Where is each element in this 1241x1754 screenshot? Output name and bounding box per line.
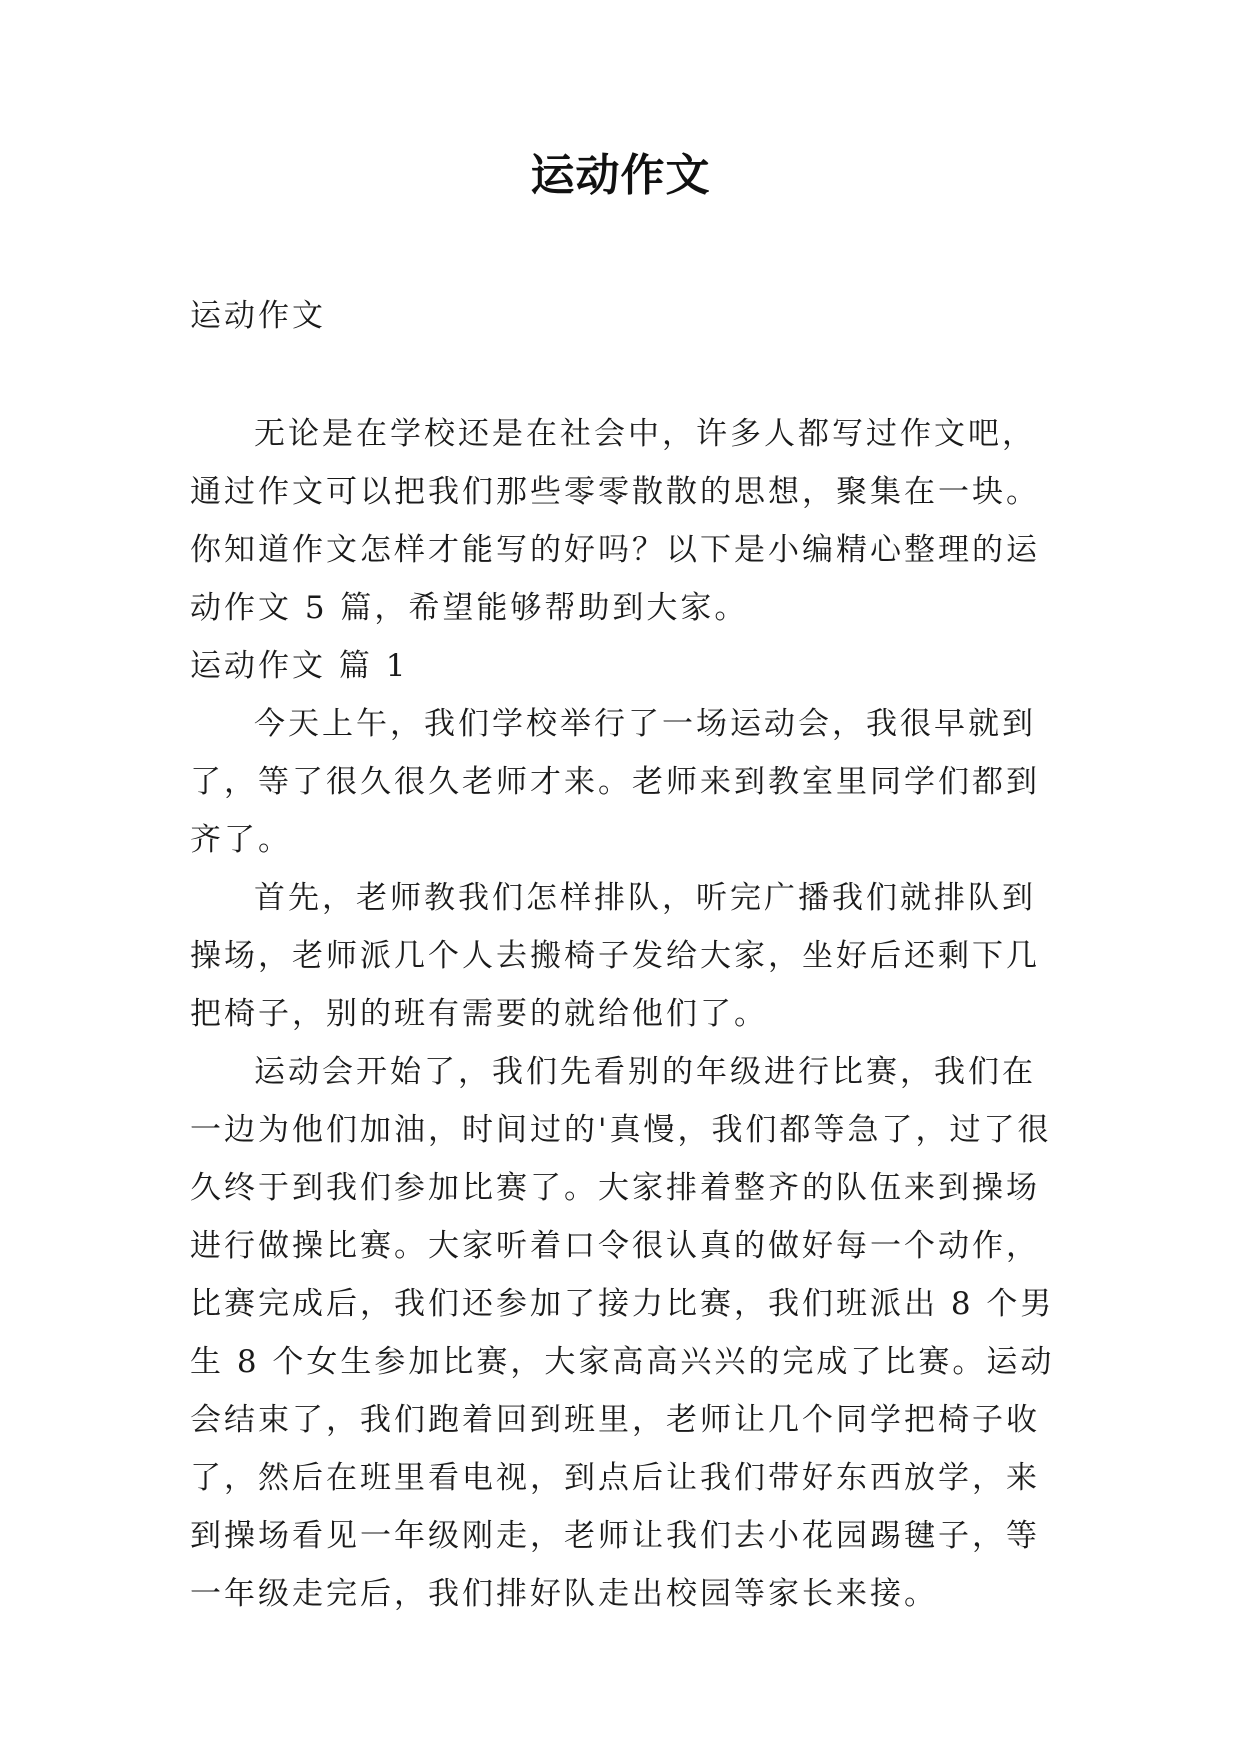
paragraph: 今天上午，我们学校举行了一场运动会，我很早就到了，等了很久很久老师才来。老师来到教室里同学们都到齐了。 — [190, 706, 1040, 858]
document-body — [190, 405, 1062, 1623]
paragraph-intro: 无论是在学校还是在社会中，许多人都写过作文吧，通过作文可以把我们那些零零散散的思想，聚集在一块。你知道作文怎样才能写的好吗？以下是小编精心整理的运动作文 5 篇，希望能够帮助到大家。 — [190, 416, 1040, 626]
document-title: 运动作文 — [530, 150, 711, 201]
paragraph: 首先，老师教我们怎样排队，听完广播我们就排队到操场，老师派几个人去搬椅子发给大家，坐好后还剩下几把椅子，别的班有需要的就给他们了。 — [190, 880, 1040, 1032]
paragraph: 运动会开始了，我们先看别的年级进行比赛，我们在一边为他们加油，时间过的'真慢，我们都等急了，过了很久终于到我们参加比赛了。大家排着整齐的队伍来到操场进行做操比赛。大家听着口令很认真的做好每一个动作，比赛完成后，我们还参加了接力比赛，我们班派出 8 个男生 8 个女生参加比赛，大家高高兴兴的完成了比赛。运动会结束了，我们跑着回到班里，老师让几个同学把椅子收了，然后在班里看电视，到点后让我们带好东西放学，来到操场看见一年级刚走，老师让我们去小花园踢毽子，等一年级走完后，我们排好队走出校园等家长来接。 — [190, 1054, 1055, 1612]
document-subtitle: 运动作文 — [190, 298, 326, 334]
section-heading: 运动作文 篇 1 — [190, 648, 409, 684]
